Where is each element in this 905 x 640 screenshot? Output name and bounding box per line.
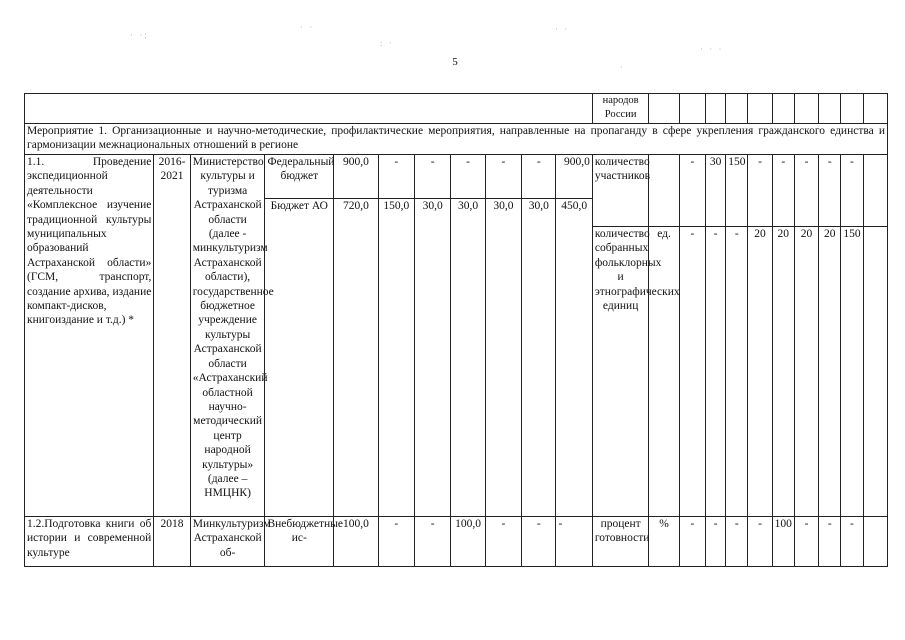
funding-year-value: -: [451, 155, 485, 199]
indicator-name: количество участников: [592, 155, 649, 227]
indicator-value: -: [679, 517, 705, 567]
measure-years: 2018: [154, 517, 190, 567]
continuation-row: [25, 94, 888, 124]
indicator-value: 150: [841, 227, 863, 517]
measure-executor: Минкультуризм Астраханской об-: [190, 517, 265, 567]
indicator-value: 20: [794, 227, 818, 517]
indicator-value: -: [726, 227, 748, 517]
funding-year-value: 30,0: [522, 199, 556, 517]
indicator-value: -: [679, 155, 705, 227]
indicator-value: -: [748, 517, 772, 567]
funding-year-value: -: [485, 155, 521, 199]
indicator-value: 20: [748, 227, 772, 517]
funding-source: Бюджет АО: [265, 199, 334, 517]
indicator-unit: %: [649, 517, 679, 567]
indicator-value: 150: [726, 155, 748, 227]
indicator-name: процент готовности: [592, 517, 649, 567]
funding-source: Федеральный бюджет: [265, 155, 334, 199]
indicator-name-cell: народов России: [592, 94, 649, 124]
indicator-value: 30: [706, 155, 726, 227]
indicator-unit: ед.: [649, 227, 679, 517]
funding-year-value: 30,0: [415, 199, 451, 517]
indicator-value: 100: [772, 517, 794, 567]
funding-year-value: -: [378, 155, 414, 199]
activity-title: Мероприятие 1. Организационные и научно-методические, профилактические мероприятия, направленные на пропаганду в сфере укрепления гражданского единства и гармонизации межнациональных отношений в регионе: [25, 124, 888, 155]
table-row: [25, 155, 888, 199]
measure-name: 1.1. Проведение экспедиционной деятельности «Комплексное изучение традиционной культуры муниципальных образований Астраханской области» (ГСМ, транспорт, создание архива, издание компакт-дисков, книгоиздание и т.д.) *: [25, 155, 154, 517]
indicator-value: -: [819, 155, 841, 227]
measure-executor: Министерство культуры и туризма Астраханской области (далее - минкультуризм Астраханской области), государственное бюджетное учреждение культуры Астраханской области «Астраханский областной научно-методический центр народной культуры» (далее – НМЦНК): [190, 155, 265, 517]
funding-total: 100,0: [334, 517, 378, 567]
indicator-value: -: [794, 517, 818, 567]
indicator-value: -: [706, 517, 726, 567]
funding-year-value: 900,0: [556, 155, 592, 199]
activity-row: [25, 124, 888, 155]
indicator-unit: [649, 155, 679, 227]
funding-year-value: -: [415, 517, 451, 567]
funding-year-value: 150,0: [378, 199, 414, 517]
funding-year-value: 450,0: [556, 199, 592, 517]
funding-year-value: 30,0: [485, 199, 521, 517]
indicator-value: -: [726, 517, 748, 567]
program-table: [24, 93, 888, 567]
indicator-value: 20: [772, 227, 794, 517]
indicator-value: -: [794, 155, 818, 227]
indicator-value: -: [748, 155, 772, 227]
funding-year-value: -: [556, 517, 592, 567]
indicator-value: -: [819, 517, 841, 567]
indicator-value: -: [841, 517, 863, 567]
indicator-value: -: [772, 155, 794, 227]
funding-year-value: -: [378, 517, 414, 567]
indicator-value: -: [841, 155, 863, 227]
funding-year-value: -: [522, 517, 556, 567]
measure-years: 2016-2021: [154, 155, 190, 517]
table-row: [25, 517, 888, 567]
funding-year-value: -: [522, 155, 556, 199]
funding-total: 720,0: [334, 199, 378, 517]
funding-year-value: -: [485, 517, 521, 567]
page-number: 5: [452, 56, 458, 68]
indicator-value: 20: [819, 227, 841, 517]
funding-source: Внебюджетные ис-: [265, 517, 334, 567]
indicator-value: -: [706, 227, 726, 517]
funding-year-value: -: [415, 155, 451, 199]
indicator-name: количество собранных фольклорных и этнографических единиц: [592, 227, 649, 517]
measure-name: 1.2.Подготовка книги об истории и современной культуре: [25, 517, 154, 567]
funding-year-value: 30,0: [451, 199, 485, 517]
funding-year-value: 100,0: [451, 517, 485, 567]
funding-total: 900,0: [334, 155, 378, 199]
indicator-value: -: [679, 227, 705, 517]
